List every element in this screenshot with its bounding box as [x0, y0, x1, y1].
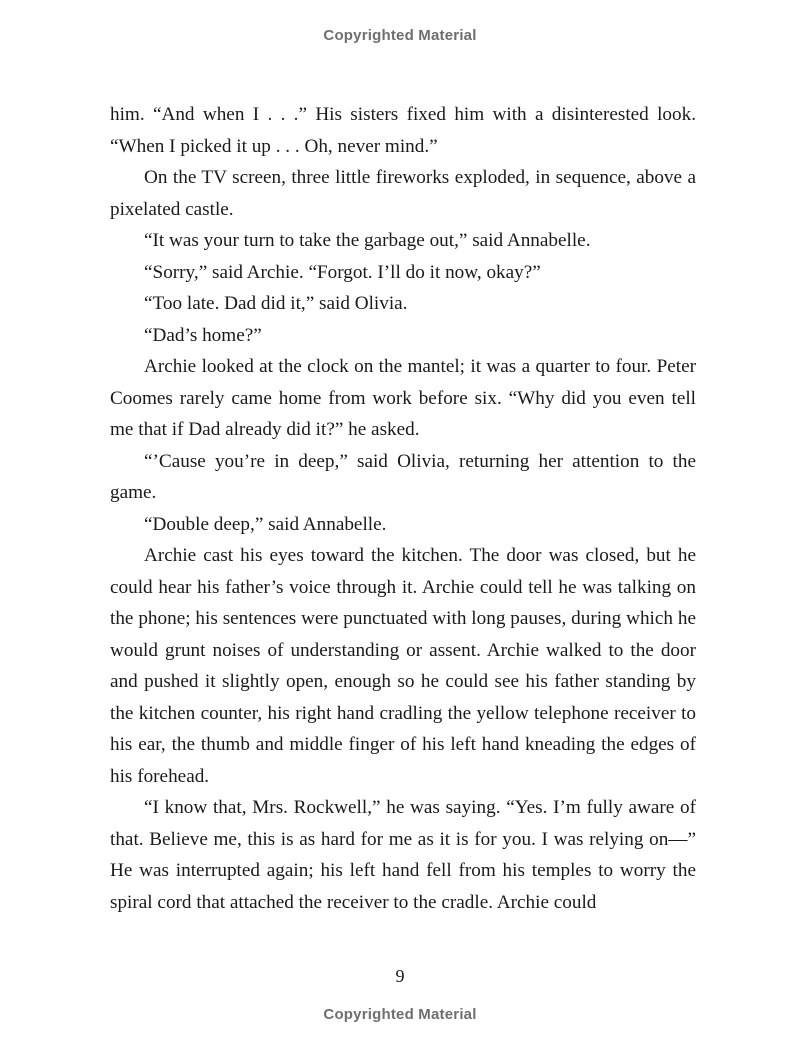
paragraph: “I know that, Mrs. Rockwell,” he was saying. “Yes. I’m fully aware of that. Believe me, this is as hard for me as it is for you. I was relying on—” He was interrupted again; his left hand fell from his temples to worry the spiral cord that attached the receiver to the cradle. Archie could	[110, 797, 696, 913]
paragraph: Archie looked at the clock on the mantel; it was a quarter to four. Peter Coomes rarely came home from work before six. “Why did you even tell me that if Dad already did it?” he asked.	[110, 356, 696, 440]
paragraph: “Sorry,” said Archie. “Forgot. I’ll do it now, okay?”	[144, 261, 541, 283]
copyright-watermark-top: Copyrighted Material	[323, 27, 477, 44]
paragraph: “It was your turn to take the garbage out,” said Annabelle.	[144, 230, 591, 251]
paragraph: “’Cause you’re in deep,” said Olivia, returning her attention to the game.	[110, 450, 696, 503]
paragraph: “Too late. Dad did it,” said Olivia.	[144, 293, 408, 314]
paragraph: “Dad’s home?”	[144, 324, 262, 346]
paragraph: “Double deep,” said Annabelle.	[144, 513, 387, 535]
paragraph: On the TV screen, three little fireworks exploded, in sequence, above a pixelated castle.	[110, 167, 696, 220]
body-text	[110, 99, 696, 918]
paragraph-continued: him. “And when I . . .” His sisters fixed him with a disinterested look. “When I picked it up . . . Oh, never mind.”	[110, 104, 696, 157]
page-number: 9	[395, 966, 405, 986]
paragraph: Archie cast his eyes toward the kitchen. The door was closed, but he could hear his father’s voice through it. Archie could tell he was talking on the phone; his sentences were punctuated with long pauses, during which he would grunt noises of understanding or assent. Archie walked to the door and pushed it slightly open, enough so he could see his father standing by the kitchen counter, his right hand cradling the yellow telephone receiver to his ear, the thumb and middle finger of his left hand kneading the edges of his forehead.	[110, 545, 696, 787]
copyright-watermark-bottom: Copyrighted Material	[323, 1006, 477, 1023]
